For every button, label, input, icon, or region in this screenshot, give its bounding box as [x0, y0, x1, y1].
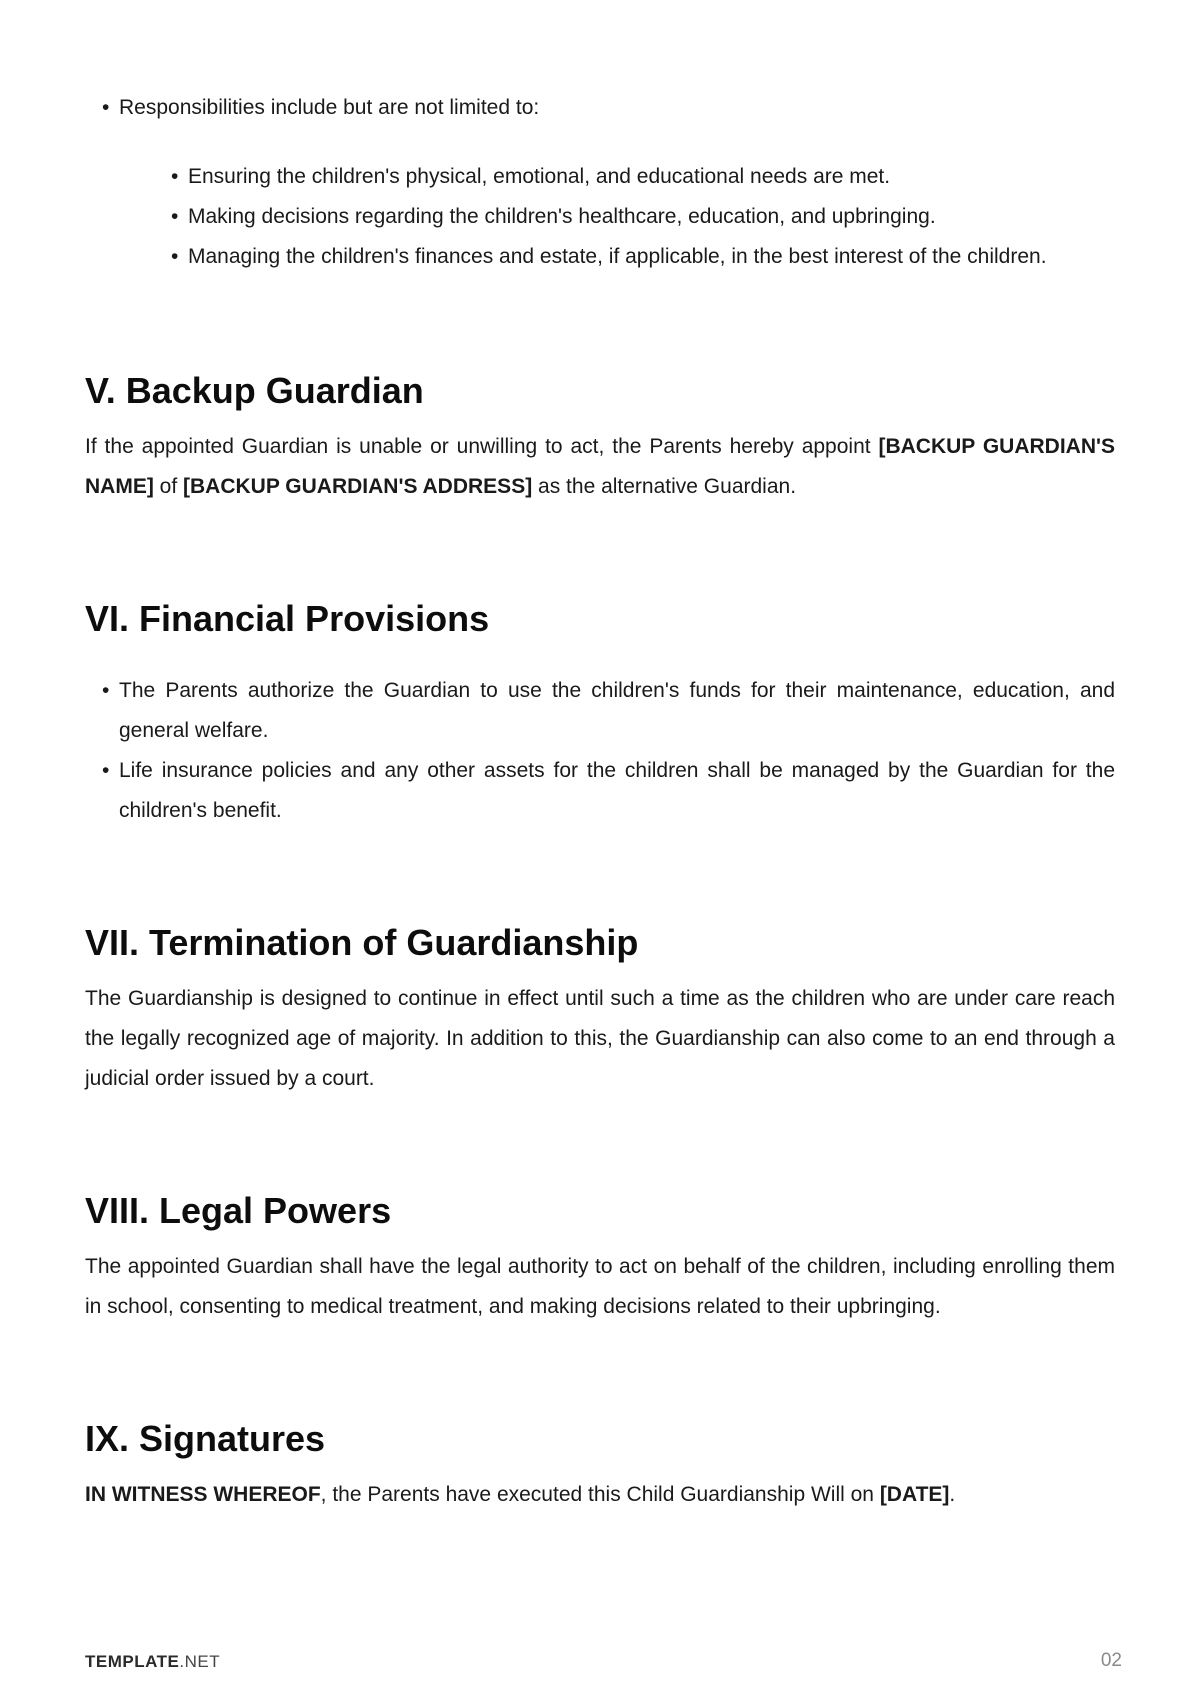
text-run: .	[949, 1483, 956, 1506]
list-item	[85, 88, 1115, 277]
section-legal-powers	[85, 1189, 1115, 1327]
section-title: V. Backup Guardian	[85, 370, 424, 411]
footer-brand-logo	[85, 1652, 220, 1672]
list-item: • Managing the children's finances and estate, if applicable, in the best interest of the children.	[154, 237, 1104, 277]
section-termination	[85, 921, 1115, 1099]
section-paragraph: The appointed Guardian shall have the legal authority to act on behalf of the children, including enrolling them in school, consenting to medical treatment, and making decisions related to their upbringing.	[85, 1255, 1115, 1318]
brand-light: .NET	[179, 1652, 221, 1671]
text-run: of	[153, 475, 184, 498]
responsibilities-lead: Responsibilities include but are not limited to:	[119, 96, 540, 119]
section-title: IX. Signatures	[85, 1418, 326, 1459]
section-financial-provisions	[85, 597, 1115, 831]
section-title: VII. Termination of Guardianship	[85, 922, 639, 963]
text-run: , the Parents have executed this Child Guardianship Will on	[320, 1483, 880, 1506]
section-paragraph	[85, 1475, 1115, 1515]
section-signatures	[85, 1417, 1115, 1515]
section-title: VIII. Legal Powers	[85, 1190, 392, 1231]
document-body	[85, 88, 1115, 1515]
list-item: • Life insurance policies and any other assets for the children shall be managed by the Guardian for the children's benefit.	[85, 751, 1115, 831]
list-item: • Ensuring the children's physical, emotional, and educational needs are met.	[154, 157, 1104, 197]
page-number: 02	[1100, 1650, 1122, 1671]
section-backup-guardian	[85, 369, 1115, 507]
text-run-bold: IN WITNESS WHEREOF	[85, 1483, 321, 1506]
text-run: as the alternative Guardian.	[532, 475, 797, 498]
responsibilities-list	[85, 88, 1115, 277]
placeholder-date: [DATE]	[879, 1483, 950, 1506]
placeholder-backup-address: [BACKUP GUARDIAN'S ADDRESS]	[183, 475, 533, 498]
placeholder-backup-name: [BACKUP GUARDIAN'S NAME]	[85, 435, 1115, 498]
brand-strong: TEMPLATE	[85, 1652, 180, 1671]
text-run: If the appointed Guardian is unable or unwilling to act, the Parents hereby appoint	[85, 435, 879, 458]
section-paragraph	[85, 427, 1115, 507]
section-paragraph: The Guardianship is designed to continue in effect until such a time as the children who are under care reach the legally recognized age of majority. In addition to this, the Guardianship can also come to an end through a judicial order issued by a court.	[85, 987, 1115, 1090]
list-item: • Making decisions regarding the children's healthcare, education, and upbringing.	[154, 197, 1104, 237]
responsibilities-sub-list	[119, 157, 1104, 277]
financial-list	[85, 671, 1115, 831]
section-title: VI. Financial Provisions	[85, 598, 490, 639]
list-item: • The Parents authorize the Guardian to use the children's funds for their maintenance, education, and general welfare.	[85, 671, 1115, 751]
